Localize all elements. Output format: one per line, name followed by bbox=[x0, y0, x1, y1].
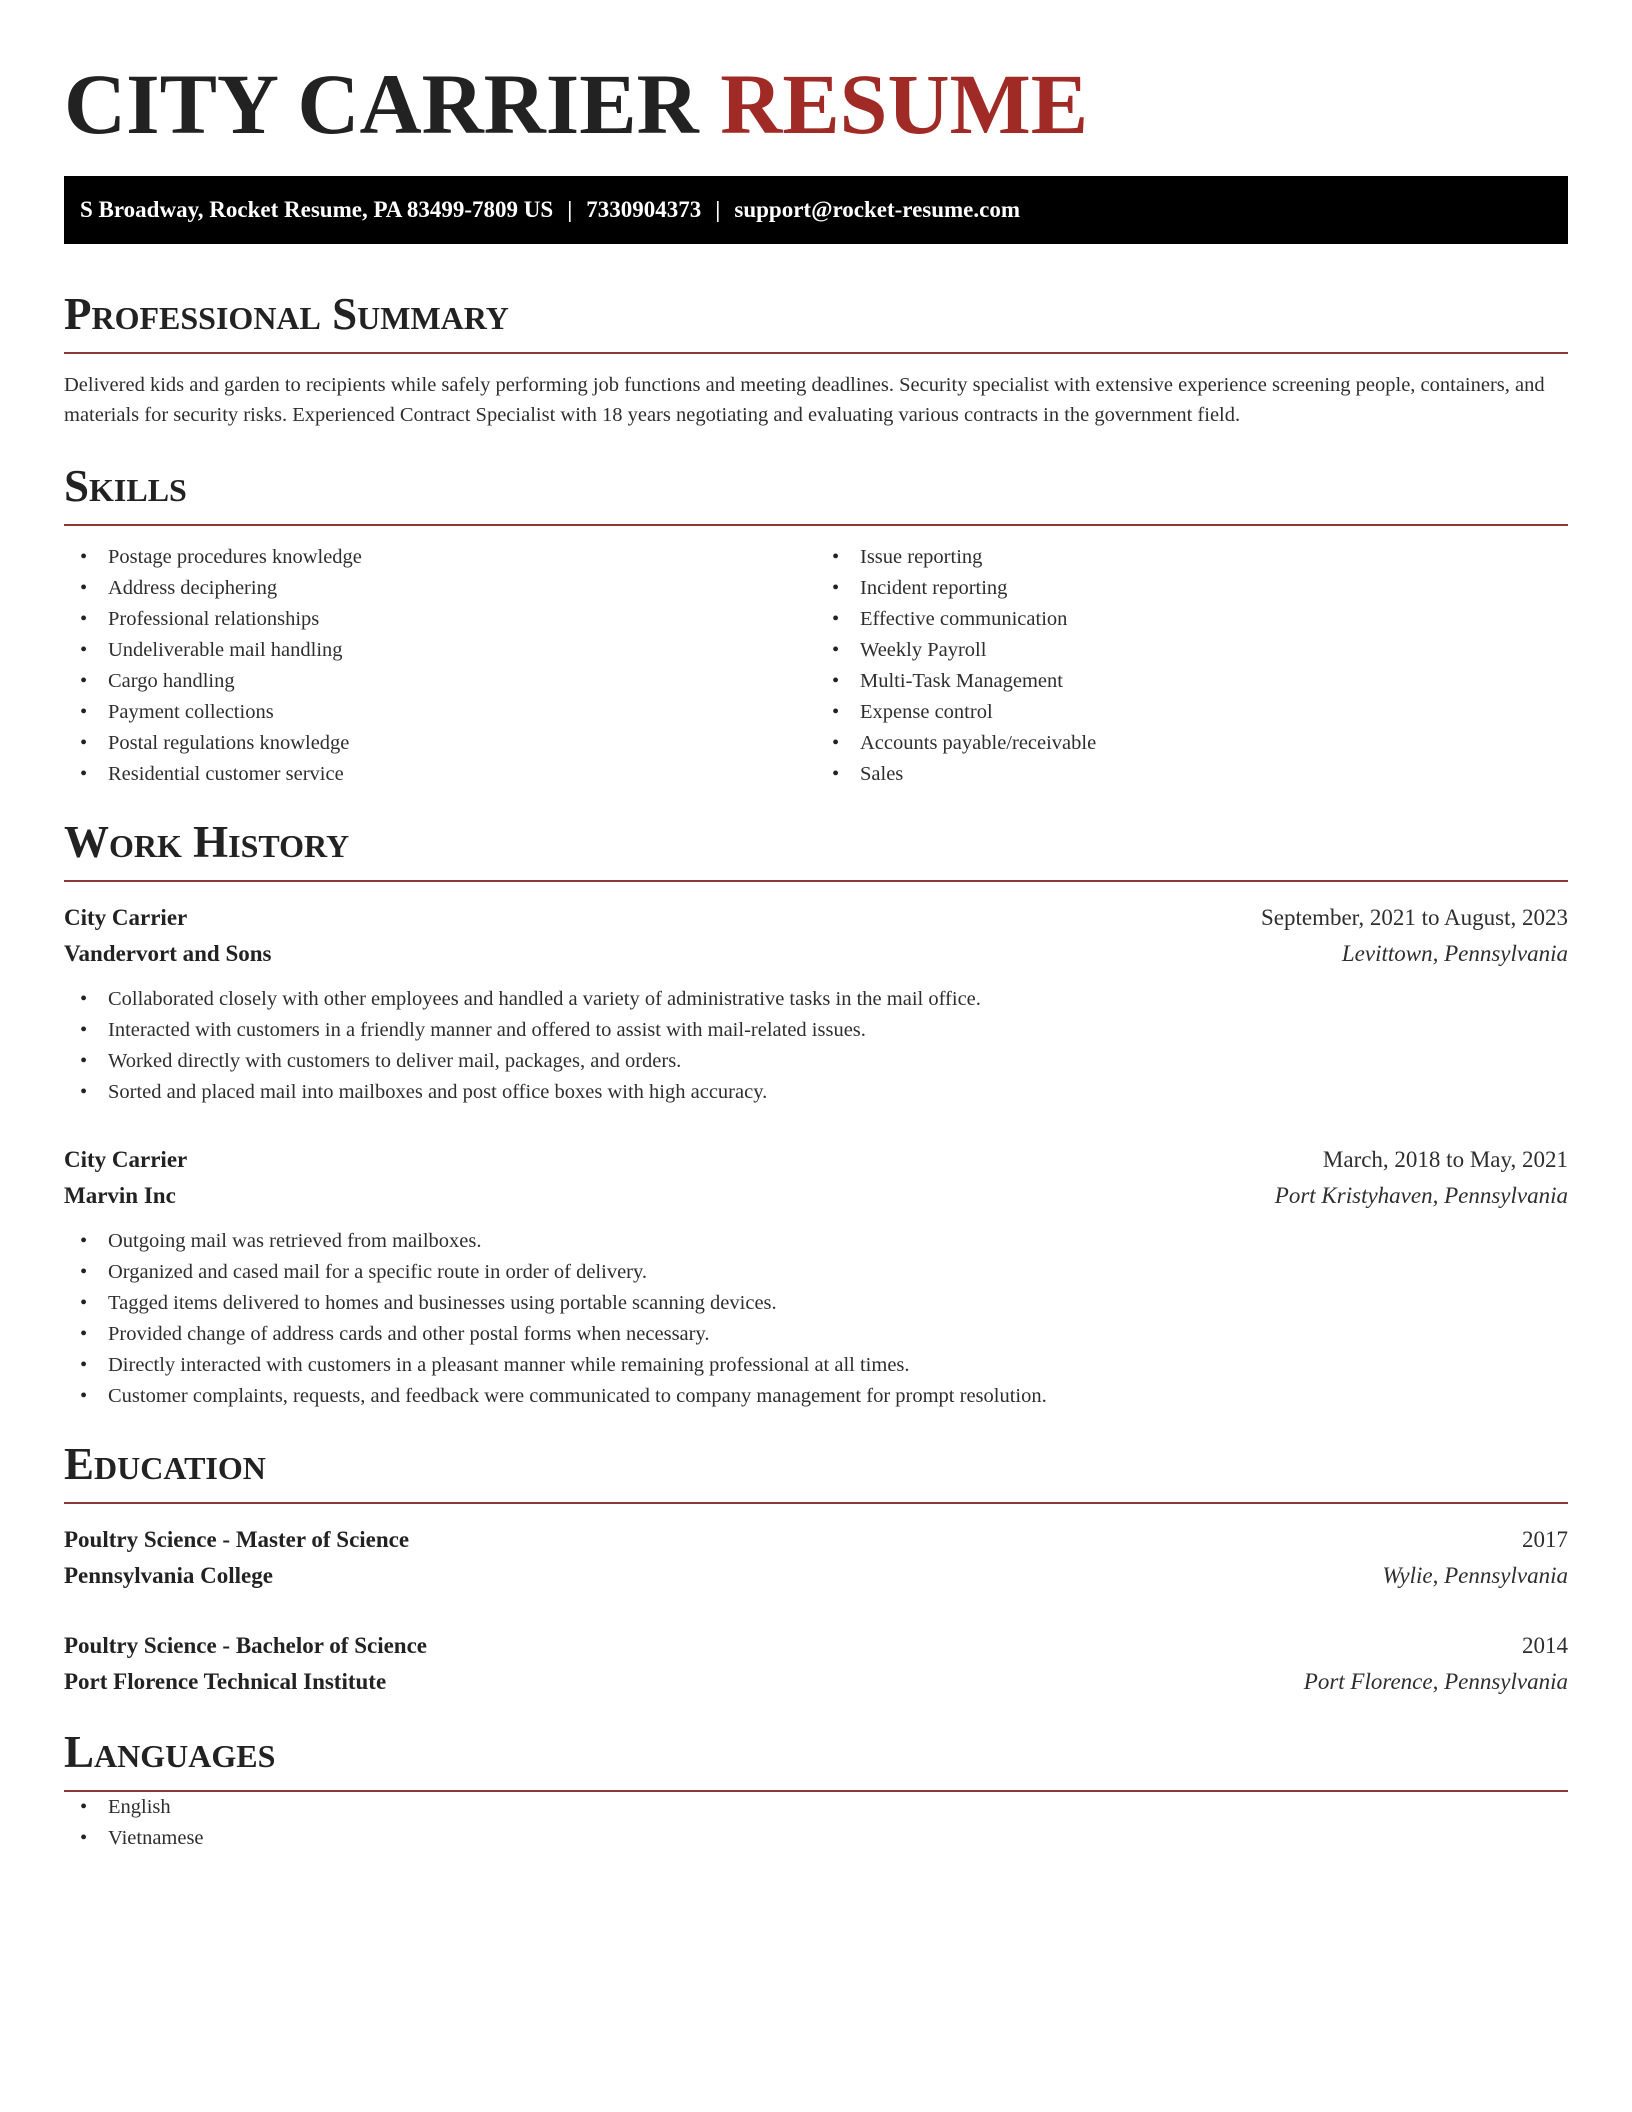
education-school: Pennsylvania College bbox=[64, 1563, 273, 1588]
list-item: • Interacted with customers in a friendly manner and offered to assist with mail-related issues. bbox=[64, 1015, 1568, 1046]
list-item: • Vietnamese bbox=[64, 1823, 1568, 1854]
list-item: • Cargo handling bbox=[64, 666, 816, 697]
job-title: City Carrier bbox=[64, 905, 188, 930]
education-school: Port Florence Technical Institute bbox=[64, 1669, 387, 1694]
education-degree: Poultry Science - Bachelor of Science bbox=[64, 1633, 428, 1658]
list-item: • Effective communication bbox=[816, 604, 1568, 635]
languages-list bbox=[64, 1792, 1568, 1854]
job-entry bbox=[64, 1142, 1568, 1412]
list-item: • Worked directly with customers to deliver mail, packages, and orders. bbox=[64, 1046, 1568, 1077]
list-item: • Undeliverable mail handling bbox=[64, 635, 816, 666]
education-school-row bbox=[64, 1664, 1568, 1700]
contact-separator: | bbox=[567, 197, 573, 222]
job-title-row bbox=[64, 1142, 1568, 1178]
list-item: • Outgoing mail was retrieved from mailboxes. bbox=[64, 1226, 1568, 1257]
list-item: • Postage procedures knowledge bbox=[64, 542, 816, 573]
job-company: Marvin Inc bbox=[64, 1183, 176, 1208]
list-item: • Incident reporting bbox=[816, 573, 1568, 604]
job-title-row bbox=[64, 900, 1568, 936]
list-item: • Organized and cased mail for a specific route in order of delivery. bbox=[64, 1257, 1568, 1288]
list-item: • Provided change of address cards and other postal forms when necessary. bbox=[64, 1319, 1568, 1350]
job-entry bbox=[64, 900, 1568, 1108]
list-item: • Sorted and placed mail into mailboxes and post office boxes with high accuracy. bbox=[64, 1077, 1568, 1108]
summary-section bbox=[64, 288, 1568, 430]
job-bullets bbox=[64, 984, 1568, 1108]
summary-text: Delivered kids and garden to recipients while safely performing job functions and meeting deadlines. Security specialist with extensive experience screening people, containers, and materials for security risks. Experienced Contract Specialist with 18 years negotiating and evaluating various contracts in the government field. bbox=[64, 374, 1545, 426]
job-dates: March, 2018 to May, 2021 bbox=[1322, 1147, 1568, 1172]
summary-heading: Professional Summary bbox=[64, 288, 1568, 354]
contact-bar bbox=[64, 176, 1568, 244]
title-main: CITY CARRIER bbox=[64, 56, 721, 152]
contact-phone: 7330904373 bbox=[586, 197, 702, 222]
list-item: • Issue reporting bbox=[816, 542, 1568, 573]
list-item: • Professional relationships bbox=[64, 604, 816, 635]
contact-address: S Broadway, Rocket Resume, PA 83499-7809 US bbox=[80, 197, 554, 222]
list-item: • Sales bbox=[816, 759, 1568, 790]
education-degree-row bbox=[64, 1522, 1568, 1558]
list-item: • Residential customer service bbox=[64, 759, 816, 790]
job-company-row bbox=[64, 1178, 1568, 1214]
job-company: Vandervort and Sons bbox=[64, 941, 272, 966]
work-heading: Work History bbox=[64, 816, 1568, 882]
list-item: • Directly interacted with customers in a pleasant manner while remaining professional at all times. bbox=[64, 1350, 1568, 1381]
work-section bbox=[64, 816, 1568, 1412]
list-item: • Accounts payable/receivable bbox=[816, 728, 1568, 759]
skills-list-left bbox=[64, 542, 816, 790]
list-item: • Payment collections bbox=[64, 697, 816, 728]
skills-grid bbox=[64, 542, 1568, 790]
list-item: • Expense control bbox=[816, 697, 1568, 728]
job-company-row bbox=[64, 936, 1568, 972]
education-degree-row bbox=[64, 1628, 1568, 1664]
title-accent: RESUME bbox=[720, 56, 1089, 152]
education-year: 2014 bbox=[1522, 1633, 1568, 1658]
job-title: City Carrier bbox=[64, 1147, 188, 1172]
job-bullets bbox=[64, 1226, 1568, 1412]
education-entry bbox=[64, 1522, 1568, 1594]
education-degree: Poultry Science - Master of Science bbox=[64, 1527, 410, 1552]
education-location: Port Florence, Pennsylvania bbox=[1303, 1669, 1568, 1694]
list-item: • Customer complaints, requests, and feedback were communicated to company management for prompt resolution. bbox=[64, 1381, 1568, 1412]
contact-email: support@rocket-resume.com bbox=[734, 197, 1021, 222]
contact-separator: | bbox=[715, 197, 721, 222]
education-section bbox=[64, 1438, 1568, 1700]
education-entry bbox=[64, 1628, 1568, 1700]
list-item: • Weekly Payroll bbox=[816, 635, 1568, 666]
job-location: Port Kristyhaven, Pennsylvania bbox=[1274, 1183, 1568, 1208]
list-item: • Tagged items delivered to homes and businesses using portable scanning devices. bbox=[64, 1288, 1568, 1319]
skills-list-right bbox=[816, 542, 1568, 790]
job-location: Levittown, Pennsylvania bbox=[1341, 941, 1568, 966]
list-item: • Collaborated closely with other employees and handled a variety of administrative tasks in the mail office. bbox=[64, 984, 1568, 1015]
list-item: • Postal regulations knowledge bbox=[64, 728, 816, 759]
languages-heading: Languages bbox=[64, 1726, 1568, 1792]
skills-heading: Skills bbox=[64, 460, 1568, 526]
resume-title bbox=[64, 56, 1568, 152]
education-heading: Education bbox=[64, 1438, 1568, 1504]
education-year: 2017 bbox=[1522, 1527, 1568, 1552]
list-item: • English bbox=[64, 1792, 1568, 1823]
languages-section bbox=[64, 1726, 1568, 1854]
list-item: • Multi-Task Management bbox=[816, 666, 1568, 697]
skills-section bbox=[64, 460, 1568, 790]
list-item: • Address deciphering bbox=[64, 573, 816, 604]
education-location: Wylie, Pennsylvania bbox=[1382, 1563, 1568, 1588]
job-dates: September, 2021 to August, 2023 bbox=[1260, 905, 1568, 930]
education-school-row bbox=[64, 1558, 1568, 1594]
